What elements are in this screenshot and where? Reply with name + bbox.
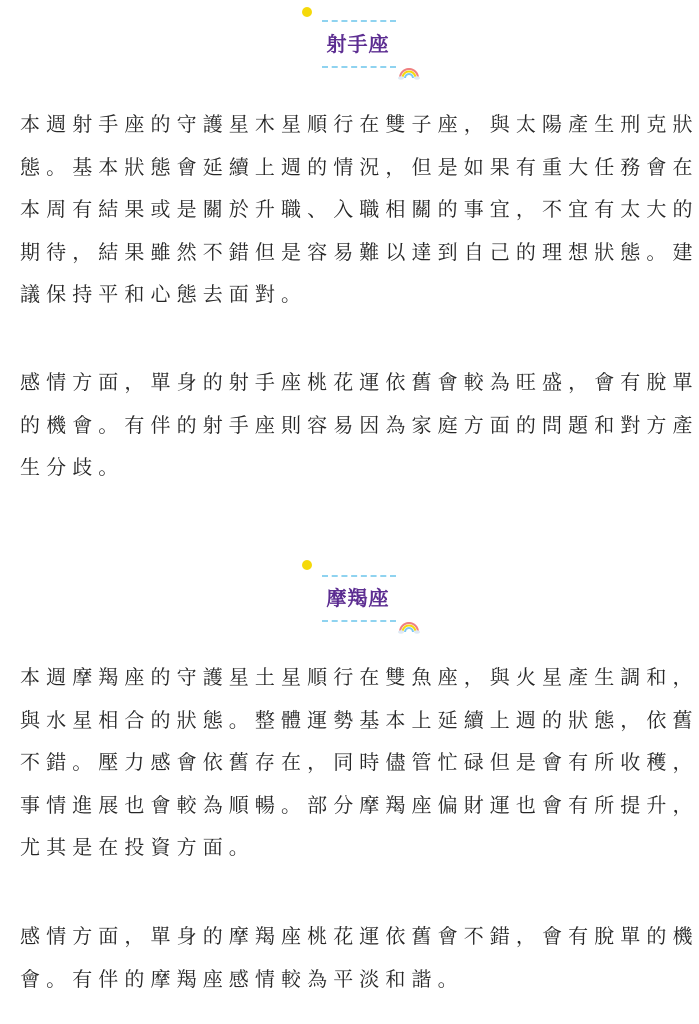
rainbow-icon xyxy=(398,66,420,80)
divider-top xyxy=(322,575,396,577)
paragraph-sagittarius-love: 感情方面，單身的射手座桃花運依舊會較為旺盛，會有脫單的機會。有伴的射手座則容易因為家庭方面的問題和對方產生分歧。 xyxy=(20,370,699,480)
paragraph-sagittarius-fortune: 本週射手座的守護星木星順行在雙子座，與太陽產生刑克狀態。基本狀態會延續上週的情況，但是如果有重大任務會在本周有結果或是關於升職、入職相關的事宜，不宜有太大的期待，結果雖然不錯但是容易難以達到自己的理想狀態。建議保持平和心態去面對。 xyxy=(20,112,699,307)
divider-bottom xyxy=(322,620,396,622)
section-title: 射手座 xyxy=(326,32,390,56)
section-header-sagittarius xyxy=(0,0,699,80)
paragraph-capricorn-fortune: 本週摩羯座的守護星土星順行在雙魚座，與火星產生調和，與水星相合的狀態。整體運勢基本上延續上週的狀態，依舊不錯。壓力感會依舊存在，同時儘管忙碌但是會有所收穫，事情進展也會較為順暢。部分摩羯座偏財運也會有所提升，尤其是在投資方面。 xyxy=(20,665,699,860)
yellow-dot-icon xyxy=(302,560,312,570)
rainbow-icon xyxy=(398,620,420,634)
section-header-capricorn xyxy=(0,556,699,636)
divider-top xyxy=(322,20,396,22)
divider-bottom xyxy=(322,66,396,68)
paragraph-capricorn-love: 感情方面，單身的摩羯座桃花運依舊會不錯，會有脫單的機會。有伴的摩羯座感情較為平淡和諧。 xyxy=(20,924,699,991)
yellow-dot-icon xyxy=(302,7,312,17)
section-title: 摩羯座 xyxy=(326,586,390,610)
